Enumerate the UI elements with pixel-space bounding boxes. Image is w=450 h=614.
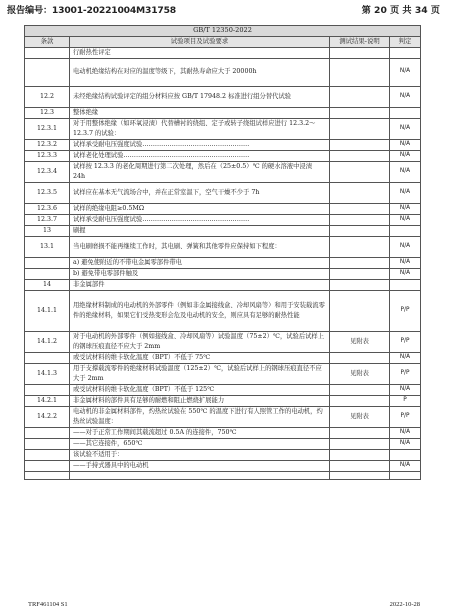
table-row bbox=[25, 203, 421, 214]
requirement-cell: 试样的绝缘电阻≥0.5MΩ bbox=[70, 203, 330, 214]
table-row bbox=[25, 47, 421, 58]
result-cell: 见附表 bbox=[330, 331, 390, 352]
result-cell bbox=[330, 58, 390, 86]
result-cell bbox=[330, 395, 390, 406]
requirement-cell: 用于支撑载流零件的绝缘材料试验温度（125±2）℃，试验后试样上的钢球压痕直径不应大于 2mm bbox=[70, 363, 330, 384]
result-cell: 见附表 bbox=[330, 363, 390, 384]
table-row bbox=[25, 427, 421, 438]
result-cell bbox=[330, 203, 390, 214]
requirement-cell: b) 避免带电零部件触及 bbox=[70, 268, 330, 279]
result-cell bbox=[330, 352, 390, 363]
clause-cell: 12.3.4 bbox=[25, 161, 70, 182]
verdict-cell: N/A bbox=[390, 460, 421, 471]
clause-cell: 12.3.5 bbox=[25, 182, 70, 203]
verdict-cell: N/A bbox=[390, 203, 421, 214]
verdict-cell bbox=[390, 279, 421, 290]
clause-cell bbox=[25, 352, 70, 363]
clause-cell bbox=[25, 47, 70, 58]
result-cell bbox=[330, 438, 390, 449]
table-row bbox=[25, 460, 421, 471]
verdict-cell: N/A bbox=[390, 438, 421, 449]
result-cell bbox=[330, 460, 390, 471]
clause-cell: 12.3.6 bbox=[25, 203, 70, 214]
verdict-cell: N/A bbox=[390, 214, 421, 225]
result-cell bbox=[330, 139, 390, 150]
requirement-cell: 非金属材料的部件具有足够的耐燃和阻止燃烧扩展能力 bbox=[70, 395, 330, 406]
clause-cell: 14.2.1 bbox=[25, 395, 70, 406]
verdict-cell: P/P bbox=[390, 406, 421, 427]
clause-cell: 13 bbox=[25, 225, 70, 236]
verdict-cell: P/P bbox=[390, 290, 421, 331]
table-row bbox=[25, 214, 421, 225]
report-date: 2022-10-28 bbox=[389, 601, 420, 608]
clause-cell bbox=[25, 384, 70, 395]
verdict-cell: N/A bbox=[390, 118, 421, 139]
table-row bbox=[25, 107, 421, 118]
requirement-cell: 试样承受耐电压强度试验…………………………………………… bbox=[70, 214, 330, 225]
standard-title: GB/T 12350-2022 bbox=[25, 26, 421, 37]
table-row bbox=[25, 279, 421, 290]
table-row bbox=[25, 406, 421, 427]
clause-cell bbox=[25, 257, 70, 268]
result-cell bbox=[330, 118, 390, 139]
table-row bbox=[25, 363, 421, 384]
requirement-cell: 试样应在基本无气流场合中，并在正常室温下，空气干燥不少于 7h bbox=[70, 182, 330, 203]
table-row bbox=[25, 331, 421, 352]
verdict-cell bbox=[390, 471, 421, 479]
clause-cell: 14.2.2 bbox=[25, 406, 70, 427]
result-cell bbox=[330, 268, 390, 279]
result-cell bbox=[330, 182, 390, 203]
verdict-cell bbox=[390, 47, 421, 58]
result-cell bbox=[330, 225, 390, 236]
requirement-cell: 该试验不适用于： bbox=[70, 449, 330, 460]
form-number: TRF461104 S1 bbox=[28, 601, 68, 608]
requirement-cell: 或受试材料的维卡软化温度（BPT）不低于 125℃ bbox=[70, 384, 330, 395]
table-row bbox=[25, 236, 421, 257]
clause-cell: 12.2 bbox=[25, 86, 70, 107]
report-number: 报告编号：13001-20221004M31758 bbox=[7, 5, 176, 16]
column-header-requirement: 试验项目及试验要求 bbox=[70, 37, 330, 48]
verdict-cell: N/A bbox=[390, 257, 421, 268]
table-row bbox=[25, 86, 421, 107]
clause-cell: 12.3.2 bbox=[25, 139, 70, 150]
verdict-cell: N/A bbox=[390, 352, 421, 363]
table-row bbox=[25, 58, 421, 86]
verdict-cell: P/P bbox=[390, 363, 421, 384]
requirement-cell: 对于用整体绝缘（如环氧浸渍）代替槽衬的绕组、定子或转子绕组试样应进行 12.3.2～12.3.7 的试验： bbox=[70, 118, 330, 139]
clause-cell: 14.1.2 bbox=[25, 331, 70, 352]
result-cell bbox=[330, 279, 390, 290]
table-row bbox=[25, 118, 421, 139]
table-row bbox=[25, 438, 421, 449]
result-cell bbox=[330, 449, 390, 460]
verdict-cell: P/P bbox=[390, 331, 421, 352]
clause-cell: 12.3.1 bbox=[25, 118, 70, 139]
clause-cell: 14 bbox=[25, 279, 70, 290]
verdict-cell: N/A bbox=[390, 268, 421, 279]
clause-cell bbox=[25, 427, 70, 438]
requirement-cell: 刷握 bbox=[70, 225, 330, 236]
requirement-cell: 用绝缘材料制成的电动机的外部零件（例如非金属接线盒、冷却风扇等）和用于安装载流零件的绝缘材料，如果它们受热变形会危及电动机的安全，则应具有足够的耐热性能 bbox=[70, 290, 330, 331]
requirement-cell bbox=[70, 471, 330, 479]
clause-table bbox=[24, 25, 421, 480]
requirement-cell: ——手持式器具中的电动机 bbox=[70, 460, 330, 471]
table-header-row bbox=[25, 37, 421, 48]
verdict-cell: N/A bbox=[390, 161, 421, 182]
requirement-cell: 试样按 12.3.3 的老化周期进行第二次处理，然后在（25±0.5）℃ 的硬水溶液中浸渍 24h bbox=[70, 161, 330, 182]
result-cell: 见附表 bbox=[330, 406, 390, 427]
verdict-cell: N/A bbox=[390, 384, 421, 395]
verdict-cell bbox=[390, 107, 421, 118]
result-cell bbox=[330, 150, 390, 161]
table-row bbox=[25, 290, 421, 331]
verdict-cell bbox=[390, 449, 421, 460]
requirement-cell: 非金属部件 bbox=[70, 279, 330, 290]
table-row bbox=[25, 182, 421, 203]
table-row bbox=[25, 471, 421, 479]
result-cell bbox=[330, 47, 390, 58]
result-cell bbox=[330, 427, 390, 438]
clause-cell: 13.1 bbox=[25, 236, 70, 257]
table-row bbox=[25, 384, 421, 395]
requirement-cell: 当电刷磨损不能再继续工作时，其电刷、弹簧和其他零件应保持如下程度： bbox=[70, 236, 330, 257]
result-cell bbox=[330, 107, 390, 118]
verdict-cell: N/A bbox=[390, 150, 421, 161]
clause-cell bbox=[25, 460, 70, 471]
clause-cell: 14.1.1 bbox=[25, 290, 70, 331]
verdict-cell: N/A bbox=[390, 182, 421, 203]
result-cell bbox=[330, 384, 390, 395]
verdict-cell: N/A bbox=[390, 58, 421, 86]
result-cell bbox=[330, 86, 390, 107]
result-cell bbox=[330, 290, 390, 331]
table-row bbox=[25, 395, 421, 406]
clause-cell bbox=[25, 449, 70, 460]
requirement-cell: 试样老化处理试验…………………………………………………… bbox=[70, 150, 330, 161]
requirement-cell: 对于电动机的外部零件（例如接线盒、冷却风扇等）试验温度（75±2）℃，试验后试样上的钢球压痕直径不应大于 2mm bbox=[70, 331, 330, 352]
verdict-cell: P bbox=[390, 395, 421, 406]
clause-cell bbox=[25, 471, 70, 479]
table-row bbox=[25, 225, 421, 236]
result-cell bbox=[330, 161, 390, 182]
requirement-cell: 未经绝缘结构试验评定的组分材料应按 GB/T 17948.2 标准进行组分替代试验 bbox=[70, 86, 330, 107]
requirement-cell: 或受试材料的维卡软化温度（BPT）不低于 75℃ bbox=[70, 352, 330, 363]
page-indicator: 第 20 页 共 34 页 bbox=[361, 5, 440, 16]
clause-cell: 12.3.3 bbox=[25, 150, 70, 161]
table-row bbox=[25, 268, 421, 279]
table-row bbox=[25, 139, 421, 150]
clause-cell: 12.3.7 bbox=[25, 214, 70, 225]
requirement-cell: 电动机的非金属材料部件，灼热丝试验在 550℃ 的温度下进行有人照管工作的电动机，灼热丝试验温度： bbox=[70, 406, 330, 427]
verdict-cell: N/A bbox=[390, 86, 421, 107]
verdict-cell: N/A bbox=[390, 139, 421, 150]
verdict-cell bbox=[390, 225, 421, 236]
clause-cell bbox=[25, 438, 70, 449]
verdict-cell: N/A bbox=[390, 427, 421, 438]
table-row bbox=[25, 161, 421, 182]
table-row bbox=[25, 352, 421, 363]
clause-cell bbox=[25, 58, 70, 86]
column-header-result: 测试结果-说明 bbox=[330, 37, 390, 48]
column-header-verdict: 判定 bbox=[390, 37, 421, 48]
verdict-cell: N/A bbox=[390, 236, 421, 257]
result-cell bbox=[330, 236, 390, 257]
table-row bbox=[25, 257, 421, 268]
table-row bbox=[25, 150, 421, 161]
requirement-cell: 试样承受耐电压强度试验…………………………………………… bbox=[70, 139, 330, 150]
result-cell bbox=[330, 471, 390, 479]
result-cell bbox=[330, 214, 390, 225]
requirement-cell: 整体绝缘 bbox=[70, 107, 330, 118]
requirement-cell: a) 避免使附近的不带电金属零部件带电 bbox=[70, 257, 330, 268]
requirement-cell: ——对于正常工作期间其载流超过 0.5A 的连接件，750℃ bbox=[70, 427, 330, 438]
column-header-clause: 条款 bbox=[25, 37, 70, 48]
clause-cell: 12.3 bbox=[25, 107, 70, 118]
requirement-cell: ——其它连接件，650℃ bbox=[70, 438, 330, 449]
table-row bbox=[25, 449, 421, 460]
requirement-cell: 行耐热性评定 bbox=[70, 47, 330, 58]
clause-cell bbox=[25, 268, 70, 279]
clause-cell: 14.1.3 bbox=[25, 363, 70, 384]
requirement-cell: 电动机绝缘结构在对应的温度等级下，其耐热寿命应大于 20000h bbox=[70, 58, 330, 86]
result-cell bbox=[330, 257, 390, 268]
